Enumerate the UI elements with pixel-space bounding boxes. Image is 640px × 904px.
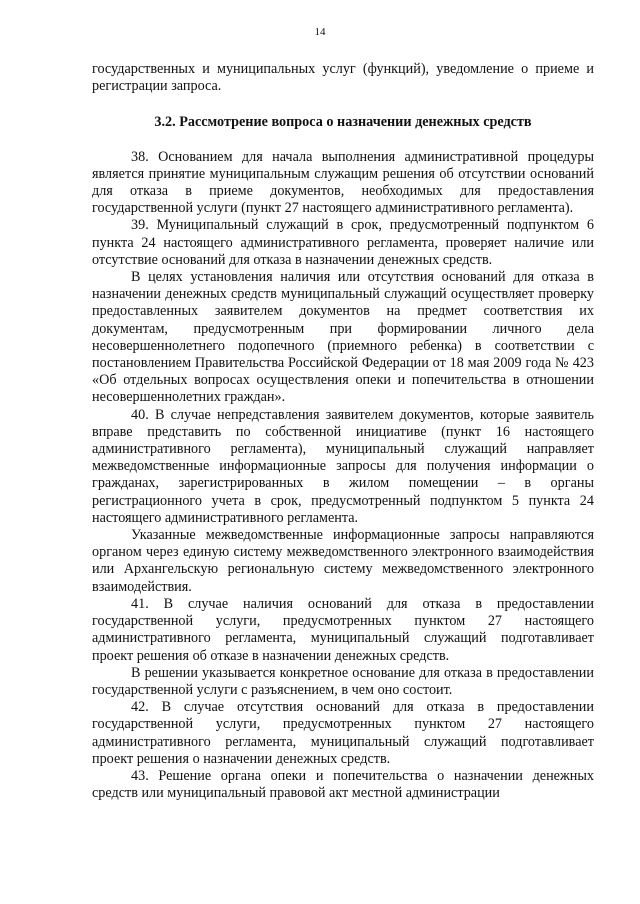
page-number: 14: [314, 26, 326, 38]
continuation-paragraph: государственных и муниципальных услуг (функций), уведомление о приеме и регистрации запроса.: [92, 61, 594, 95]
paragraph-40-requests: Указанные межведомственные информационные запросы направляются органом через единую систему межведомственного электронного взаимодействия или Архангельскую региональную систему межведомственного электронного взаимодействия.: [92, 527, 594, 595]
paragraph-39-check: В целях установления наличия или отсутствия оснований для отказа в назначении денежных средств муниципальный служащий осуществляет проверку предоставленных заявителем документов на предмет соответствия их документам, предусмотренным при формировании личного дела несовершеннолетнего подопечного (приемного ребенка) в соответствии с постановлением Правительства Российской Федерации от 18 мая 2009 года № 423 «Об отдельных вопросах осуществления опеки и попечительства в отношении несовершеннолетних граждан».: [92, 269, 594, 406]
page-content: [92, 61, 594, 802]
paragraph-40: 40. В случае непредставления заявителем документов, которые заявитель вправе представить по собственной инициативе (пункт 16 настоящего административного регламента), муниципальный служащий направляет межведомственные информационные запросы для получения информации о гражданах, зарегистрированных в жилом помещении – в органы регистрационного учета в срок, предусмотренный подпунктом 5 пункта 24 настоящего административного регламента.: [92, 406, 594, 526]
paragraph-39: 39. Муниципальный служащий в срок, предусмотренный подпунктом 6 пункта 24 настоящего административного регламента, проверяет наличие или отсутствие оснований для отказа в назначении денежных средств.: [92, 217, 594, 268]
paragraph-41: 41. В случае наличия оснований для отказа в предоставлении государственной услуги, предусмотренных пунктом 27 настоящего административного регламента, муниципальный служащий подготавливает проект решения об отказе в назначении денежных средств.: [92, 595, 594, 664]
section-heading: 3.2. Рассмотрение вопроса о назначении денежных средств: [154, 114, 532, 131]
paragraph-43: 43. Решение органа опеки и попечительства о назначении денежных средств или муниципальный правовой акт местной администрации: [92, 767, 594, 802]
paragraph-42: 42. В случае отсутствия оснований для отказа в предоставлении государственной услуги, предусмотренных пунктом 27 настоящего административного регламента, муниципальный служащий подготавливает проект решения о назначении денежных средств.: [92, 699, 594, 767]
paragraph-38: 38. Основанием для начала выполнения административной процедуры является принятие муниципальным служащим решения об отсутствии оснований для отказа в приеме документов, необходимых для предоставления государственной услуги (пункт 27 настоящего административного регламента).: [92, 148, 594, 217]
paragraph-41-decision: В решении указывается конкретное основание для отказа в предоставлении государственной услуги с разъяснением, в чем оно состоит.: [92, 664, 594, 698]
